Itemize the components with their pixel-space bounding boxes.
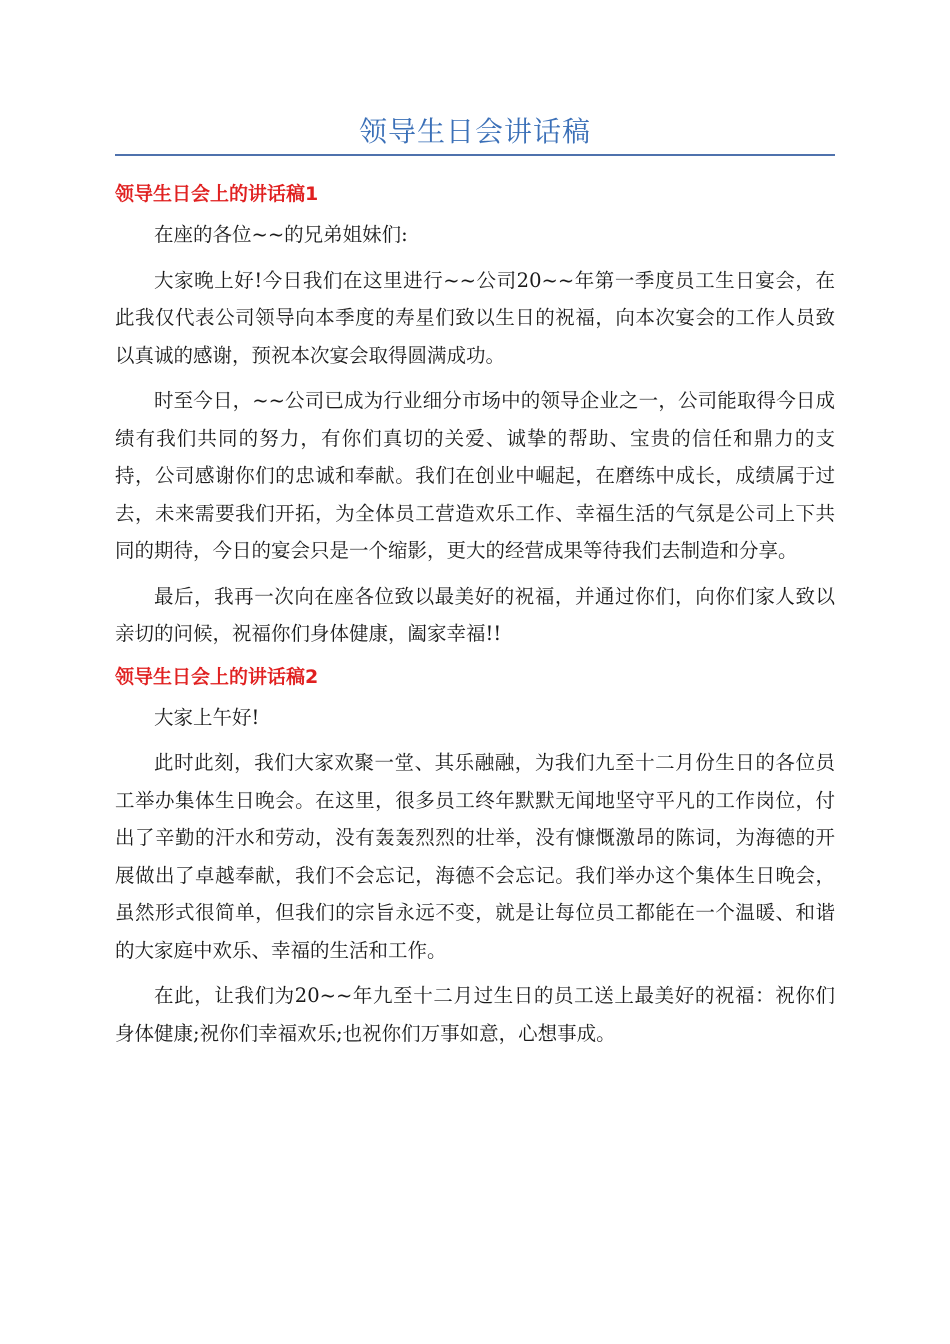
section-2 — [115, 661, 835, 1053]
section-heading: 领导生日会上的讲话稿2 — [115, 665, 319, 688]
paragraph: 在座的各位~~的兄弟姐妹们: — [154, 223, 408, 246]
title-underline — [115, 154, 835, 156]
section-heading: 领导生日会上的讲话稿1 — [115, 183, 319, 205]
paragraph: 大家上午好! — [154, 705, 260, 729]
document-title: 领导生日会讲话稿 — [358, 115, 591, 148]
paragraph: 最后，我再一次向在座各位致以最美好的祝福，并通过你们，向你们家人致以亲切的问候，祝福你们身体健康，阖家幸福!! — [115, 584, 835, 645]
section-1 — [115, 178, 835, 653]
paragraph: 时至今日，~~公司已成为行业细分市场中的领导企业之一，公司能取得今日成绩有我们共同的努力，有你们真切的关爱、诚挚的帮助、宝贵的信任和鼎力的支持，公司感谢你们的忠诚和奉献。我们在创业中崛起，在磨练中成长，成绩属于过去，未来需要我们开拓，为全体员工营造欢乐工作、幸福生活的气氛是公司上下共同的期待，今日的宴会只是一个缩影，更大的经营成果等待我们去制造和分享。 — [115, 389, 835, 562]
paragraph: 大家晚上好!今日我们在这里进行~~公司20~~年第一季度员工生日宴会，在此我仅代表公司领导向本季度的寿星们致以生日的祝福，向本次宴会的工作人员致以真诚的感谢，预祝本次宴会取得圆满成功。 — [115, 268, 835, 367]
paragraph: 此时此刻，我们大家欢聚一堂、其乐融融，为我们九至十二月份生日的各位员工举办集体生日晚会。在这里，很多员工终年默默无闻地坚守平凡的工作岗位，付出了辛勤的汗水和劳动，没有轰轰烈烈的壮举，没有慷慨激昂的陈词，为海德的开展做出了卓越奉献，我们不会忘记，海德不会忘记。我们举办这个集体生日晚会，虽然形式很简单，但我们的宗旨永远不变，就是让每位员工都能在一个温暖、和谐的大家庭中欢乐、幸福的生活和工作。 — [115, 751, 835, 962]
paragraph: 在此，让我们为20~~年九至十二月过生日的员工送上最美好的祝福：祝你们身体健康;祝你们幸福欢乐;也祝你们万事如意，心想事成。 — [115, 984, 835, 1045]
document-body — [115, 178, 835, 1060]
